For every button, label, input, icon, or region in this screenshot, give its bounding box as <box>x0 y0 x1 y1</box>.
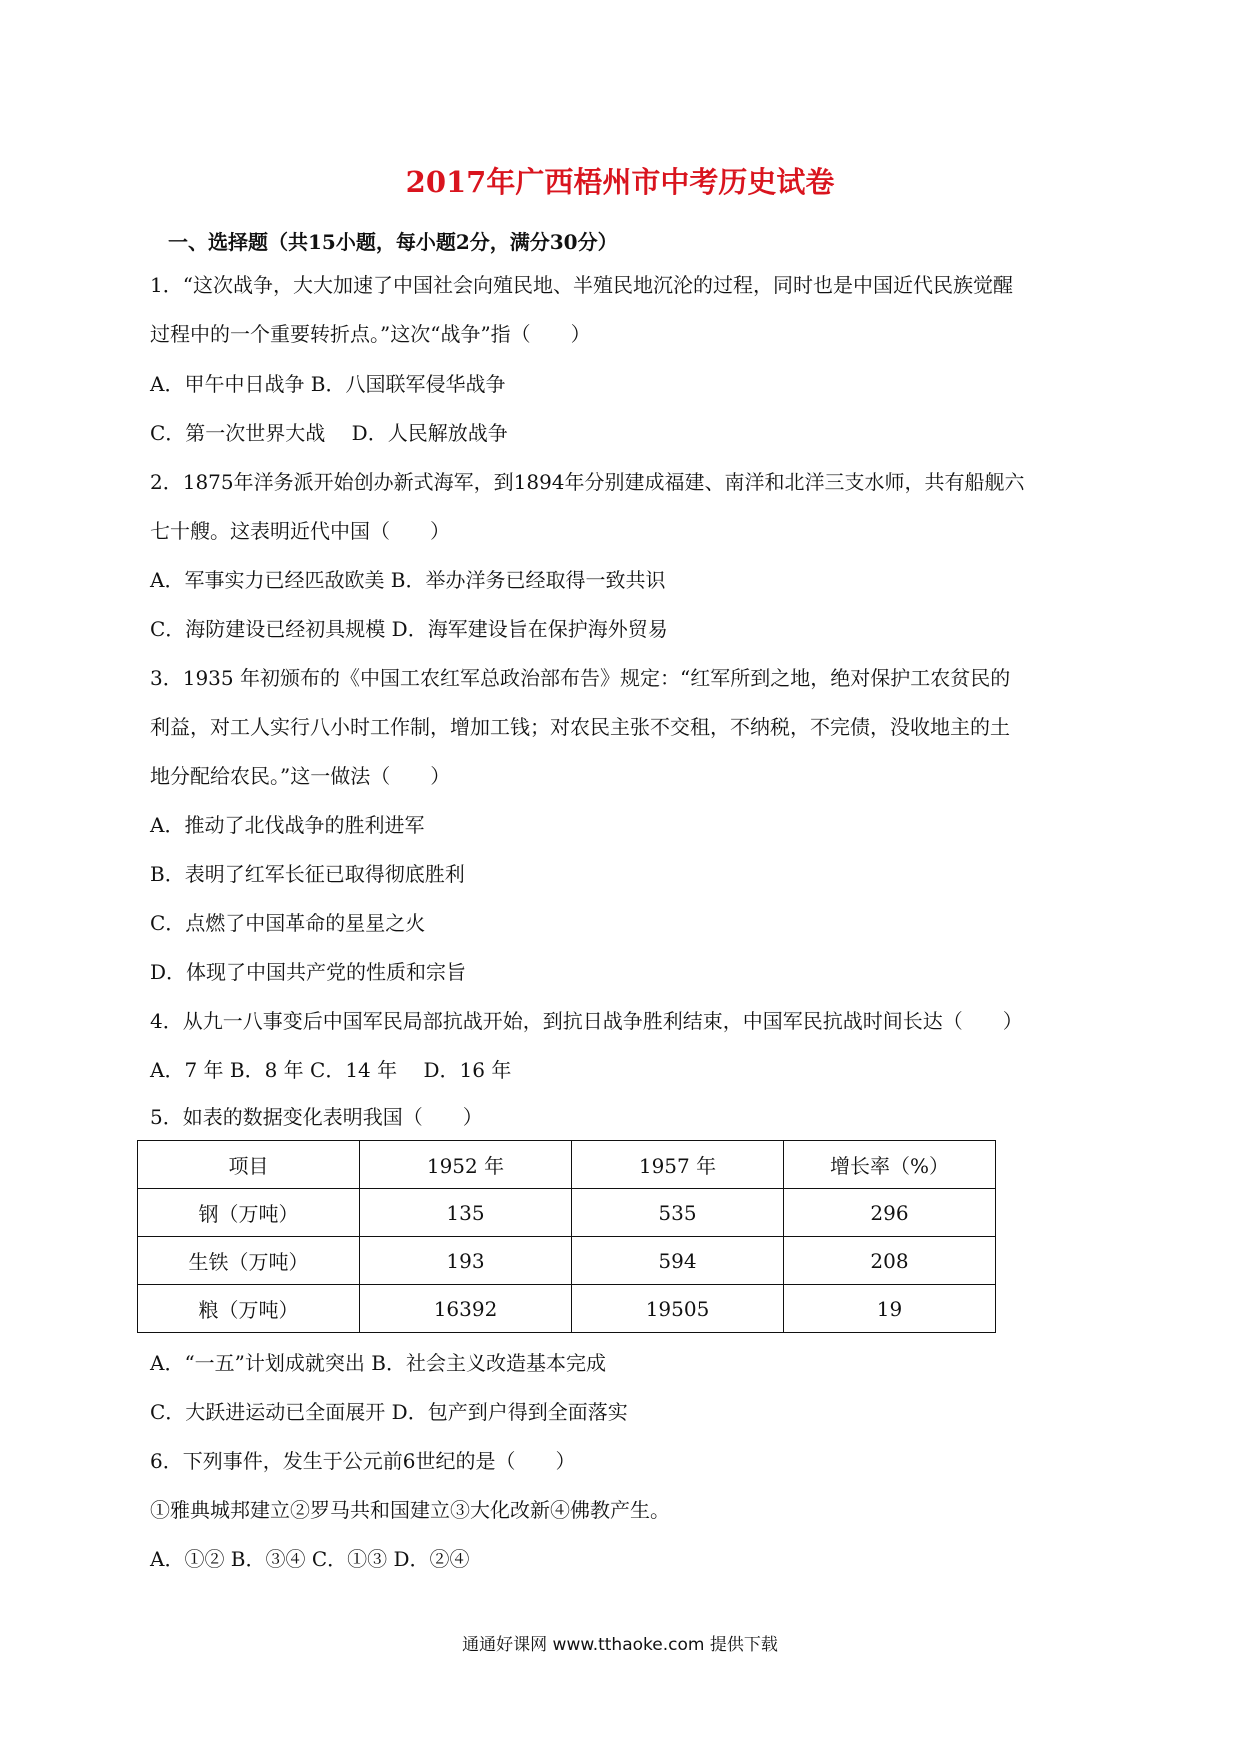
table-row <box>138 1285 996 1333</box>
page-footer: 通通好课网 www.tthaoke.com 提供下载 <box>462 1635 778 1655</box>
text-line: 1．“这次战争，大大加速了中国社会向殖民地、半殖民地沉沦的过程，同时也是中国近代民族觉醒 <box>150 273 1013 297</box>
page-title: 2017年广西梧州市中考历史试卷 <box>405 165 835 199</box>
text-line: 地分配给农民。”这一做法（ ） <box>150 764 451 788</box>
table-cell: 19505 <box>572 1285 784 1333</box>
data-table <box>137 1140 996 1333</box>
option-line: A．7 年 B．8 年 C．14 年 D．16 年 <box>150 1058 512 1082</box>
text-line: 七十艘。这表明近代中国（ ） <box>150 519 450 543</box>
text-line: 3．1935 年初颁布的《中国工农红军总政治部布告》规定：“红军所到之地，绝对保护工农贫民的 <box>150 666 1011 690</box>
option-line: B．表明了红军长征已取得彻底胜利 <box>150 862 465 886</box>
table-header-cell: 1957 年 <box>572 1141 784 1189</box>
table-row <box>138 1189 996 1237</box>
table-header-row <box>138 1141 996 1189</box>
option-line: A．甲午中日战争 B．八国联军侵华战争 <box>150 372 506 396</box>
option-line: A．“一五”计划成就突出 B．社会主义改造基本完成 <box>150 1351 606 1375</box>
text-line: 2．1875年洋务派开始创办新式海军，到1894年分别建成福建、南洋和北洋三支水师，共有船舰六 <box>150 470 1025 494</box>
table-cell: 296 <box>784 1189 996 1237</box>
table-cell: 钢（万吨） <box>138 1189 360 1237</box>
text-line: 利益，对工人实行八小时工作制，增加工钱；对农民主张不交租，不纳税，不完债，没收地主的土 <box>150 715 1010 739</box>
table-header-cell: 增长率（%） <box>784 1141 996 1189</box>
text-line: 过程中的一个重要转折点。”这次“战争”指（ ） <box>150 322 591 346</box>
table-cell: 16392 <box>360 1285 572 1333</box>
option-line: D．体现了中国共产党的性质和宗旨 <box>150 960 467 984</box>
table-cell: 生铁（万吨） <box>138 1237 360 1285</box>
option-line: C．大跃进运动已全面展开 D．包产到户得到全面落实 <box>150 1400 628 1424</box>
option-line: C．海防建设已经初具规模 D．海军建设旨在保护海外贸易 <box>150 617 668 641</box>
text-line: 6．下列事件，发生于公元前6世纪的是（ ） <box>150 1449 576 1473</box>
table-cell: 193 <box>360 1237 572 1285</box>
table-cell: 粮（万吨） <box>138 1285 360 1333</box>
text-line: 5．如表的数据变化表明我国（ ） <box>150 1105 483 1129</box>
table-header-cell: 1952 年 <box>360 1141 572 1189</box>
option-line: A．推动了北伐战争的胜利进军 <box>150 813 425 837</box>
table-header-cell: 项目 <box>138 1141 360 1189</box>
section-heading: 一、选择题（共15小题，每小题2分，满分30分） <box>168 230 618 254</box>
option-line: C．点燃了中国革命的星星之火 <box>150 911 426 935</box>
table-cell: 135 <box>360 1189 572 1237</box>
table-cell: 535 <box>572 1189 784 1237</box>
table-cell: 594 <box>572 1237 784 1285</box>
option-line: A．军事实力已经匹敌欧美 B．举办洋务已经取得一致共识 <box>150 568 666 592</box>
table-cell: 208 <box>784 1237 996 1285</box>
table-cell: 19 <box>784 1285 996 1333</box>
table-row <box>138 1237 996 1285</box>
option-line: C．第一次世界大战 D．人民解放战争 <box>150 421 508 445</box>
text-line: 4．从九一八事变后中国军民局部抗战开始，到抗日战争胜利结束，中国军民抗战时间长达（ ） <box>150 1009 1023 1033</box>
option-line: A．①② B．③④ C．①③ D．②④ <box>150 1547 470 1571</box>
text-line: ①雅典城邦建立②罗马共和国建立③大化改新④佛教产生。 <box>150 1498 670 1522</box>
